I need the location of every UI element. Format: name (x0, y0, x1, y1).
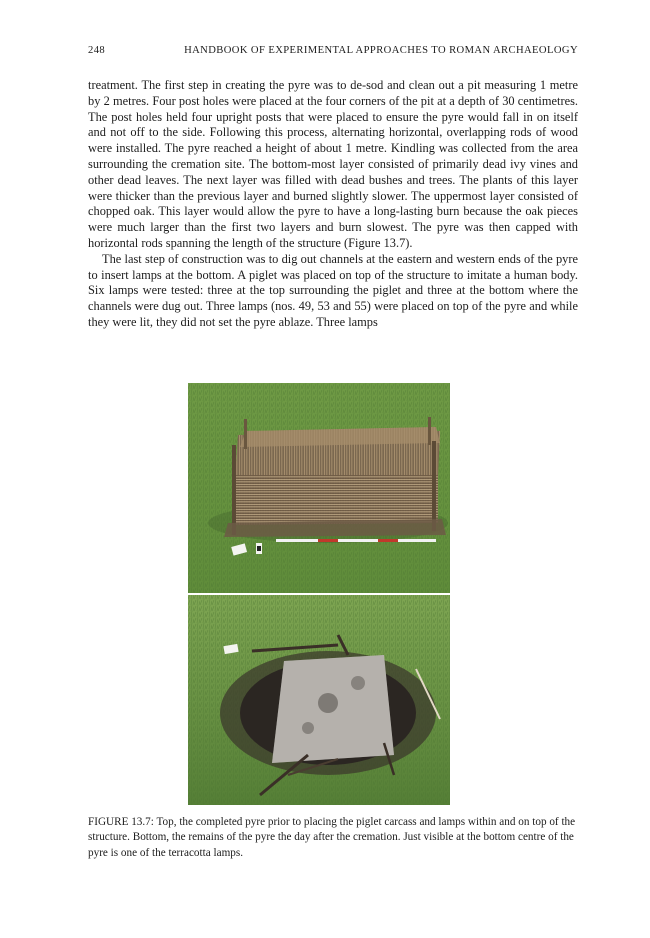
figure-13-7 (188, 383, 450, 805)
photo-completed-pyre (188, 383, 450, 593)
paragraph-2: The last step of construction was to dig out channels at the eastern and western ends of the pyre to insert lamps at the bottom. A piglet was placed on top of the structure to imitate a human body. Six lamps were tested: three at the top surrounding the piglet and three at the bottom where the channels were dug out. Three lamps (nos. 49, 53 and 55) were placed on top of the pyre and while they were lit, they did not set the pyre ablaze. Three lamps (88, 251, 578, 329)
photo-pyre-remains (188, 595, 450, 805)
page-number: 248 (88, 45, 106, 56)
figure-caption: FIGURE 13.7: Top, the completed pyre prior to placing the piglet carcass and lamps within and on top of the structure. Bottom, the remains of the pyre the day after the cremation. Just visible at the bottom centre of the pyre is one of the terracotta lamps. (88, 816, 576, 859)
paragraph-1: treatment. The first step in creating the pyre was to de-sod and clean out a pit measuring 1 metre by 2 metres. Four post holes were placed at the four corners of the pit at a depth of 30 centimetres. The post holes held four upright posts that were placed to ensure the pyre would fall in on itself and not off to the side. Following this process, alternating horizontal, overlapping rods of wood were installed. The pyre reached a height of about 1 metre. Kindling was collected from the area surrounding the cremation site. The bottom-most layer consisted of primarily dead ivy vines and other dead leaves. The next layer was filled with dead bushes and trees. The plants of this layer were thicker than the previous layer and burned slightly slower. The uppermost layer consisted of chopped oak. This layer would allow the pyre to have a long-lasting burn because the oak pieces were much larger than the first two layers and burn slowest. The pyre was then capped with horizontal rods spanning the length of the structure (Figure 13.7). (88, 78, 578, 250)
body-text (88, 78, 578, 331)
figure-photographs (188, 383, 450, 805)
running-title: HANDBOOK OF EXPERIMENTAL APPROACHES TO ROMAN ARCHAEOLOGY (184, 45, 578, 56)
